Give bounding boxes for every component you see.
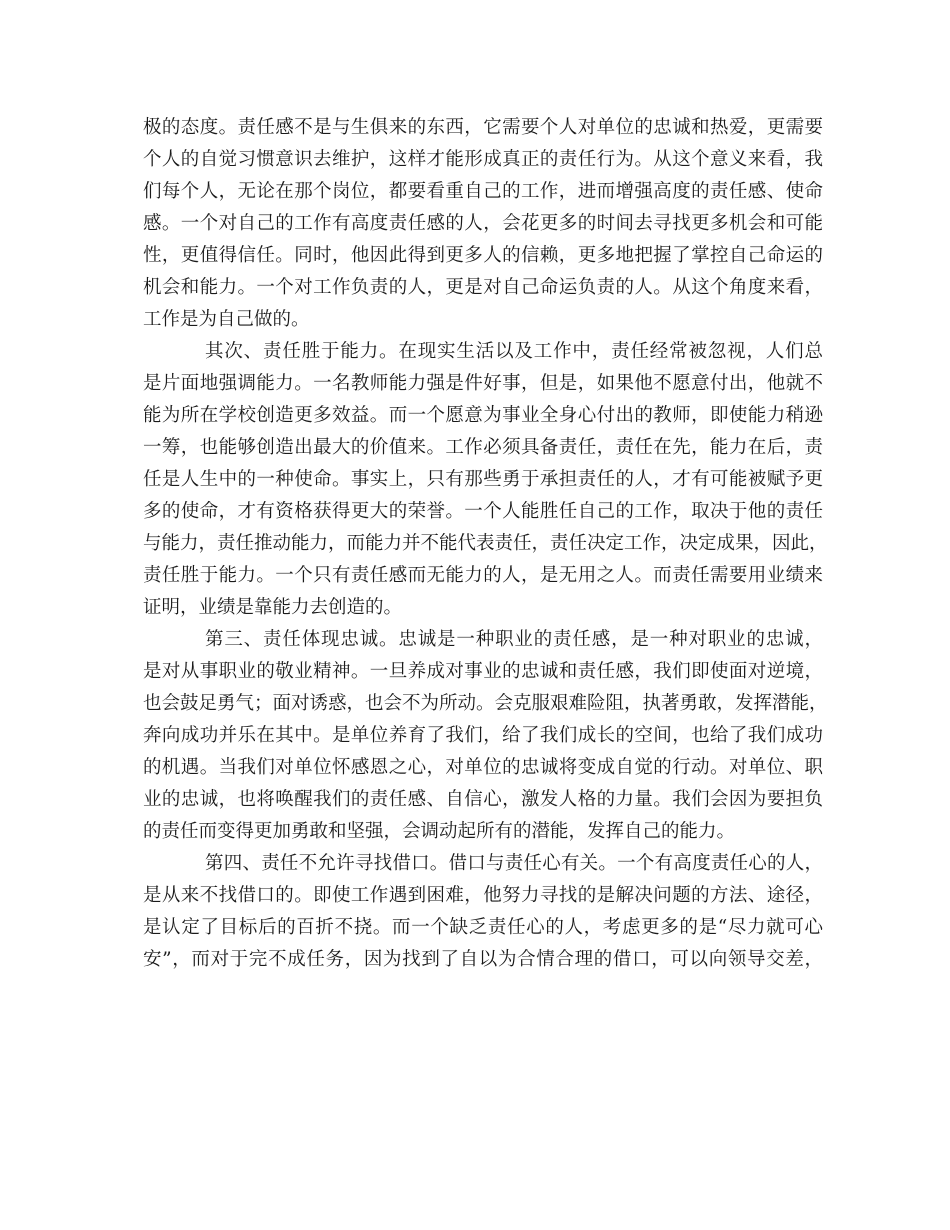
text-line: 第三、责任体现忠诚。忠诚是一种职业的责任感，是一种对职业的忠诚， bbox=[205, 629, 823, 650]
text-line: 性，更值得信任。同时，他因此得到更多人的信赖，更多地把握了掌控自己命运的 bbox=[143, 245, 823, 266]
text-line: 是对从事职业的敬业精神。一旦养成对事业的忠诚和责任感，我们即使面对逆境， bbox=[143, 661, 823, 682]
text-line: 第四、责任不允许寻找借口。借口与责任心有关。一个有高度责任心的人， bbox=[205, 853, 823, 874]
text-line: 是认定了目标后的百折不挠。而一个缺乏责任心的人，考虑更多的是“尽力就可心 bbox=[143, 917, 823, 938]
text-line: 其次、责任胜于能力。在现实生活以及工作中，责任经常被忽视，人们总 bbox=[205, 341, 823, 362]
text-line: 安”，而对于完不成任务，因为找到了自以为合情合理的借口，可以向领导交差， bbox=[143, 949, 823, 970]
paragraph-4 bbox=[143, 848, 823, 976]
paragraph-2 bbox=[143, 336, 828, 624]
text-line: 个人的自觉习惯意识去维护，这样才能形成真正的责任行为。从这个意义来看，我 bbox=[143, 149, 823, 170]
text-line: 证明，业绩是靠能力去创造的。 bbox=[143, 597, 403, 618]
text-line: 机会和能力。一个对工作负责的人，更是对自己命运负责的人。从这个角度来看， bbox=[143, 277, 823, 298]
text-line: 任是人生中的一种使命。事实上，只有那些勇于承担责任的人，才有可能被赋予更 bbox=[143, 469, 823, 490]
text-line: 是从来不找借口的。即使工作遇到困难，他努力寻找的是解决问题的方法、途径， bbox=[143, 885, 823, 906]
paragraph-1 bbox=[143, 112, 823, 336]
text-line: 的责任而变得更加勇敢和坚强，会调动起所有的潜能，发挥自己的能力。 bbox=[143, 821, 736, 842]
text-line: 与能力，责任推动能力，而能力并不能代表责任，责任决定工作，决定成果，因此， bbox=[143, 533, 828, 554]
paragraph-3 bbox=[143, 624, 828, 848]
document-body bbox=[143, 112, 828, 976]
text-line: 也会鼓足勇气；面对诱惑，也会不为所动。会克服艰难险阻，执著勇敢，发挥潜能， bbox=[143, 693, 828, 714]
text-line: 多的使命，才有资格获得更大的荣誉。一个人能胜任自己的工作，取决于他的责任 bbox=[143, 501, 823, 522]
text-line: 的机遇。当我们对单位怀感恩之心，对单位的忠诚将变成自觉的行动。对单位、职 bbox=[143, 757, 823, 778]
text-line: 责任胜于能力。一个只有责任感而无能力的人，是无用之人。而责任需要用业绩来 bbox=[143, 565, 823, 586]
text-line: 们每个人，无论在那个岗位，都要看重自己的工作，进而增强高度的责任感、使命 bbox=[143, 181, 823, 202]
text-line: 一筹，也能够创造出最大的价值来。工作必须具备责任，责任在先，能力在后，责 bbox=[143, 437, 823, 458]
text-line: 感。一个对自己的工作有高度责任感的人，会花更多的时间去寻找更多机会和可能 bbox=[143, 213, 823, 234]
text-line: 工作是为自己做的。 bbox=[143, 309, 310, 330]
text-line: 业的忠诚，也将唤醒我们的责任感、自信心，激发人格的力量。我们会因为要担负 bbox=[143, 789, 823, 810]
text-line: 极的态度。责任感不是与生俱来的东西，它需要个人对单位的忠诚和热爱，更需要 bbox=[143, 117, 823, 138]
text-line: 奔向成功并乐在其中。是单位养育了我们，给了我们成长的空间，也给了我们成功 bbox=[143, 725, 823, 746]
text-line: 能为所在学校创造更多效益。而一个愿意为事业全身心付出的教师，即使能力稍逊 bbox=[143, 405, 823, 426]
text-line: 是片面地强调能力。一名教师能力强是件好事，但是，如果他不愿意付出，他就不 bbox=[143, 373, 823, 394]
